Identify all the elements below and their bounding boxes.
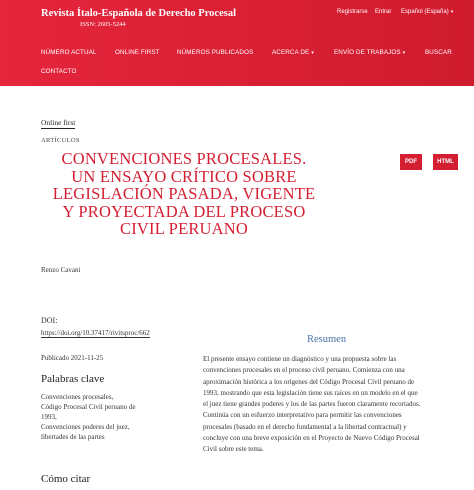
nav-contact[interactable] [41, 68, 77, 75]
chevron-down-icon: ▾ [450, 9, 454, 15]
abstract-heading: Resumen [307, 334, 347, 345]
author-name: Renzo Cavani [41, 266, 81, 274]
chevron-down-icon: ▾ [402, 50, 406, 56]
nav-submissions[interactable] [334, 49, 405, 56]
nav-online-first[interactable] [115, 49, 160, 56]
keywords-list [41, 392, 191, 442]
abstract-line: El presente ensayo contiene un diagnóstico y una propuesta sobre las [203, 355, 397, 363]
abstract-line: 1993, mostrando que esta legislación tiene sus raíces en un modelo en el que [203, 388, 418, 397]
register-link[interactable]: Registrarse [337, 9, 368, 15]
title-line: LEGISLACIÓN PASADA, VIGENTE [52, 184, 316, 203]
nav-label: ACERCA DE [272, 49, 310, 56]
abstract-line: concluye con una breve exposición en el Proyecto de Nuevo Código Procesal [203, 434, 420, 443]
chevron-down-icon: ▾ [311, 50, 314, 56]
abstract-line: Continúa con un esfuerzo interpretativo para permitir las convenciones [203, 411, 402, 420]
nav-label: NÚMEROS PUBLICADOS [177, 49, 254, 56]
breadcrumb[interactable]: Online first [41, 118, 76, 127]
abstract-line: el juez tiene grandes poderes y los de las partes fueron claramente recortados. [203, 400, 421, 409]
nav-label: ONLINE FIRST [115, 49, 160, 56]
keyword-line: Convenciones procesales, [41, 393, 114, 401]
journal-title[interactable]: Revista Ítalo-Española de Derecho Procesal [41, 8, 237, 19]
login-link[interactable]: Entrar [375, 9, 392, 15]
section-label: ARTÍCULOS [41, 137, 80, 144]
keyword-line: 1993, [41, 413, 57, 421]
abstract-text [203, 354, 435, 456]
journal-issn: ISSN: 2605-5244 [80, 21, 126, 28]
abstract-line: convenciones procesales en el proceso civil peruano. Comienza con una [203, 366, 405, 375]
nav-label: CONTACTO [41, 68, 77, 75]
keywords-heading: Palabras clave [41, 373, 105, 385]
abstract-line: Civil sobre este tema. [203, 445, 264, 454]
nav-label: BUSCAR [425, 49, 452, 56]
title-line: CIVIL PERUANO [119, 219, 249, 238]
title-line: CONVENCIONES PROCESALES. [61, 149, 307, 168]
title-line: Y PROYECTADA DEL PROCESO [62, 201, 306, 221]
site-header [0, 0, 474, 86]
doi-link[interactable]: https://doi.org/10.37417/rivitsproc/662 [41, 329, 150, 337]
article-title [41, 150, 327, 238]
doi-label: DOI: [41, 316, 58, 325]
abstract-line: procesales (basado en el derecho fundamental a la libertad contractual) y [203, 422, 407, 431]
nav-about[interactable] [272, 49, 314, 56]
html-button[interactable]: HTML [433, 154, 458, 170]
keyword-line: libertades de las partes [41, 433, 105, 441]
language-label: Español (España) [401, 9, 449, 15]
published-date: Publicado 2021-11-25 [41, 354, 104, 362]
nav-label: ENVÍO DE TRABAJOS [334, 49, 401, 56]
nav-published-issues[interactable] [177, 49, 253, 56]
how-to-cite-heading: Cómo citar [41, 473, 91, 485]
article-page [0, 86, 474, 490]
title-line: UN ENSAYO CRÍTICO SOBRE [71, 166, 297, 186]
pdf-button[interactable]: PDF [400, 154, 422, 170]
nav-search[interactable] [425, 49, 452, 56]
nav-current-issue[interactable] [41, 49, 97, 56]
keyword-line: Código Procesal Civil peruano de [41, 403, 136, 411]
abstract-line: aproximación histórica a los orígenes del Código Procesal Civil peruano de [203, 377, 415, 386]
language-selector[interactable] [401, 9, 453, 15]
nav-label: NÚMERO ACTUAL [41, 49, 97, 56]
keyword-line: Convenciones poderes del juez, [41, 423, 130, 431]
